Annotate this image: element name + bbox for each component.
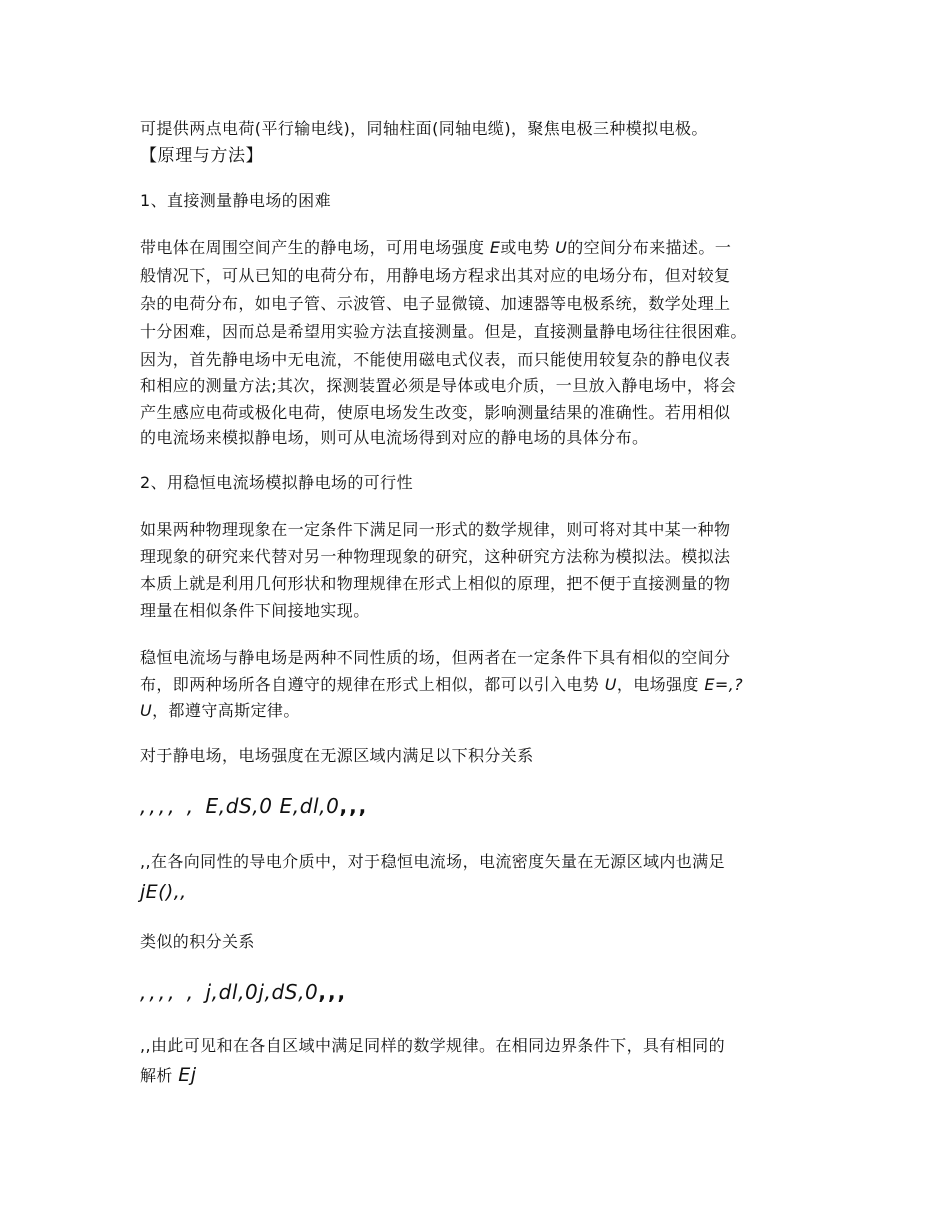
paragraph-2-line-2: 理现象的研究来代替对另一种物理现象的研究，这种研究方法称为模拟法。模拟法 (140, 547, 731, 566)
formula-body: E,dS,0 E,dl,0 (205, 794, 340, 818)
text-span: ，都遵守高斯定律。 (152, 701, 300, 720)
paragraph-1-line-7: 产生感应电荷或极化电荷，使原电场发生改变，影响测量结果的准确性。若用相似 (140, 403, 731, 422)
symbol-Ej: Ej (178, 1064, 197, 1086)
text-span: 或电势 (500, 238, 556, 257)
symbol-U: U (140, 701, 153, 720)
paragraph-1-line-5: 因为，首先静电场中无电流，不能使用磁电式仪表，而只能使用较复杂的静电仪表 (140, 350, 731, 369)
paragraph-1-line-1 (140, 238, 731, 258)
paragraph-4: 对于静电场，电场强度在无源区域内满足以下积分关系 (140, 746, 534, 765)
paragraph-1-line-2: 般情况下，可从已知的电荷分布，用静电场方程求出其对应的电场分布，但对较复 (140, 266, 731, 285)
paragraph-3-line-3 (140, 701, 300, 721)
text-span: 解析 (140, 1066, 179, 1085)
formula-tail: ,,, (318, 980, 348, 1004)
paragraph-3-line-2 (140, 675, 743, 695)
formula-tail: ,,, (339, 794, 369, 818)
symbol-U: U (604, 675, 617, 694)
paragraph-1-line-8: 的电流场来模拟静电场，则可从电流场得到对应的静电场的具体分布。 (140, 428, 649, 447)
text-span: ，电场强度 (616, 675, 705, 694)
formula-body: j,dl,0j,dS,0 (205, 980, 319, 1004)
intro-line: 可提供两点电荷(平行输电线)，同轴柱面(同轴电缆)，聚焦电极三种模拟电极。 (140, 119, 708, 138)
symbol-E: E (489, 238, 501, 257)
text-span: 布，即两种场所各自遵守的规律在形式上相似，都可以引入电势 (140, 675, 605, 694)
paragraph-1-line-6: 和相应的测量方法;其次，探测装置必须是导体或电介质，一旦放入静电场中，将会 (140, 376, 737, 395)
paragraph-2-line-4: 理量在相似条件下间接地实现。 (140, 601, 370, 620)
paragraph-3-line-1: 稳恒电流场与静电场是两种不同性质的场，但两者在一定条件下具有相似的空间分 (140, 648, 731, 667)
paragraph-2-line-1: 如果两种物理现象在一定条件下满足同一形式的数学规律，则可将对其中某一种物 (140, 520, 731, 539)
subsection-title-2: 2、用稳恒电流场模拟静电场的可行性 (140, 473, 413, 492)
formula-current-integral (140, 982, 347, 1002)
formula-marks: ,,,, , (140, 794, 206, 818)
paragraph-2-line-3: 本质上就是利用几何形状和物理规律在形式上相似的原理，把不便于直接测量的物 (140, 574, 731, 593)
section-heading-principle: 【原理与方法】 (140, 146, 264, 166)
paragraph-7-line-2 (140, 1065, 196, 1086)
subsection-title-1: 1、直接测量静电场的困难 (140, 191, 331, 210)
symbol-U: U (555, 238, 568, 257)
paragraph-1-line-3: 杂的电荷分布，如电子管、示波管、电子显微镜、加速器等电极系统，数学处理上 (140, 294, 731, 313)
formula-marks: ,,,, , (140, 980, 206, 1004)
paragraph-7-line-1: ,,由此可见和在各自区域中满足同样的数学规律。在相同边界条件下，具有相同的 (140, 1036, 725, 1055)
text-span: 的空间分布来描述。一 (567, 238, 732, 257)
paragraph-5-line-1: ,,在各向同性的导电介质中，对于稳恒电流场，电流密度矢量在无源区域内也满足 (140, 852, 725, 871)
paragraph-1-line-4: 十分困难，因而总是希望用实验方法直接测量。但是，直接测量静电场往往很困难。 (140, 322, 747, 341)
paragraph-6: 类似的积分关系 (140, 932, 255, 951)
paragraph-5-line-2: jE(),, (140, 881, 187, 903)
formula-electrostatic-integral (140, 796, 368, 816)
symbol-E-gradient: E=,? (704, 675, 744, 694)
text-span: 带电体在周围空间产生的静电场，可用电场强度 (140, 238, 490, 257)
